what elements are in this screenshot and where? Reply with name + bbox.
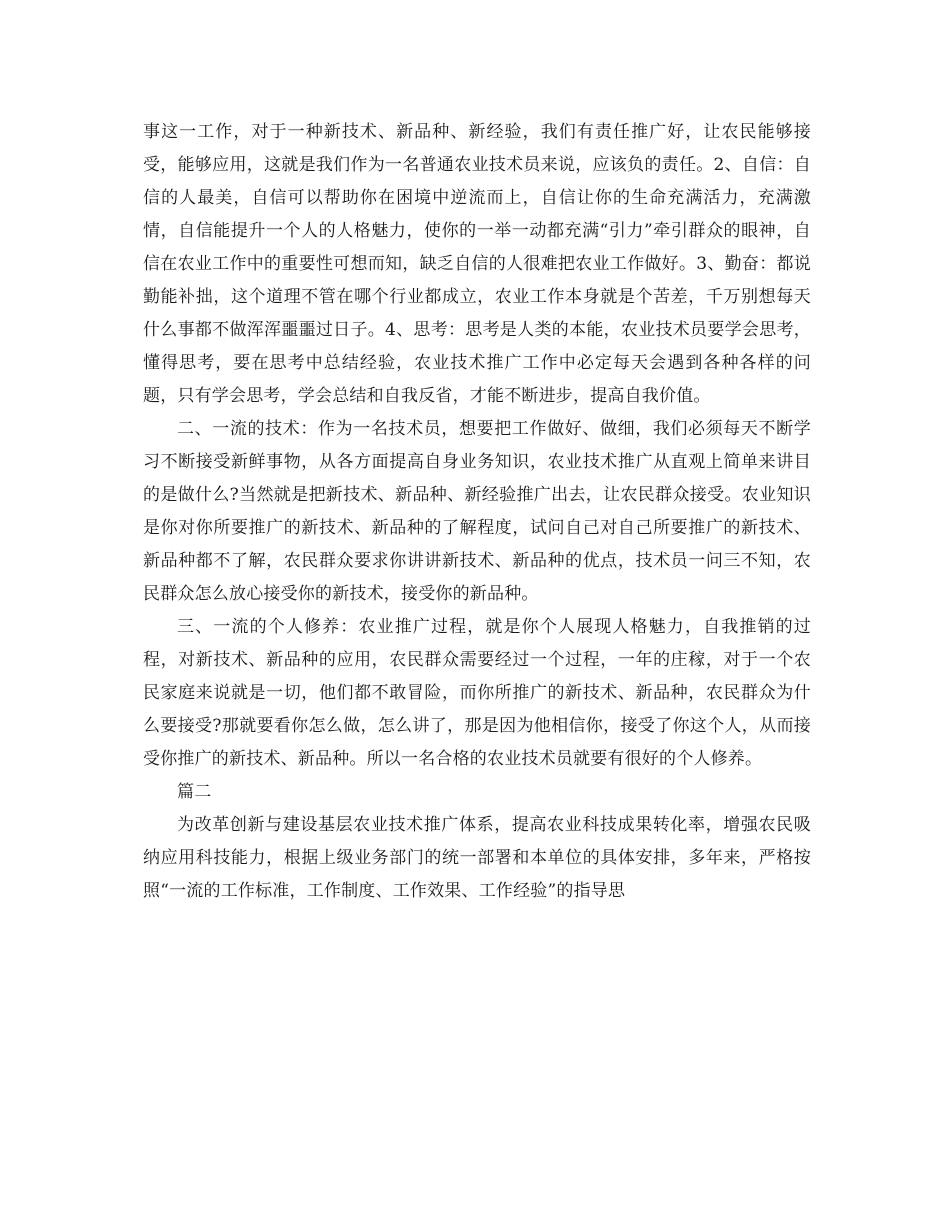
paragraph-qualities-continued: 事这一工作，对于一种新技术、新品种、新经验，我们有责任推广好，让农民能够接受，能够应用，这就是我们作为一名普通农业技术员来说，应该负的责任。2、自信：自信的人最美，自信可以帮助你在困境中逆流而上，自信让你的生命充满活力，充满激情，自信能提升一个人的人格魅力，使你的一举一动都充满“引力”牵引群众的眼神，自信在农业工作中的重要性可想而知，缺乏自信的人很难把农业工作做好。3、勤奋：都说勤能补拙，这个道理不管在哪个行业都成立，农业工作本身就是个苦差，千万别想每天什么事都不做浑浑噩噩过日子。4、思考：思考是人类的本能，农业技术员要学会思考，懂得思考，要在思考中总结经验，农业技术推广工作中必定每天会遇到各种各样的问题，只有学会思考，学会总结和自我反省，才能不断进步，提高自我价值。 xyxy=(143,122,811,406)
document-body xyxy=(143,116,811,908)
paragraph-part-two-intro: 为改革创新与建设基层农业技术推广体系，提高农业科技成果转化率，增强农民吸纳应用科技能力，根据上级业务部门的统一部署和本单位的具体安排，多年来，严格按照“一流的工作标准，工作制度、工作效果、工作经验”的指导思 xyxy=(143,815,811,901)
paragraph-personal-cultivation: 三、一流的个人修养：农业推广过程，就是你个人展现人格魅力，自我推销的过程，对新技术、新品种的应用，农民群众需要经过一个过程，一年的庄稼，对于一个农民家庭来说就是一切，他们都不敢冒险，而你所推广的新技术、新品种，农民群众为什么要接受?那就要看你怎么做，怎么讲了，那是因为他相信你，接受了你这个人，从而接受你推广的新技术、新品种。所以一名合格的农业技术员就要有很好的个人修养。 xyxy=(143,617,811,769)
section-heading-part-two: 篇二 xyxy=(177,782,212,802)
paragraph-technical-skill: 二、一流的技术：作为一名技术员，想要把工作做好、做细，我们必须每天不断学习不断接受新鲜事物，从各方面提高自身业务知识，农业技术推广从直观上简单来讲目的是做什么?当然就是把新技术、新品种、新经验推广出去，让农民群众接受。农业知识是你对你所要推广的新技术、新品种的了解程度，试问自己对自己所要推广的新技术、新品种都不了解，农民群众要求你讲讲新技术、新品种的优点，技术员一问三不知，农民群众怎么放心接受你的新技术，接受你的新品种。 xyxy=(143,419,811,604)
